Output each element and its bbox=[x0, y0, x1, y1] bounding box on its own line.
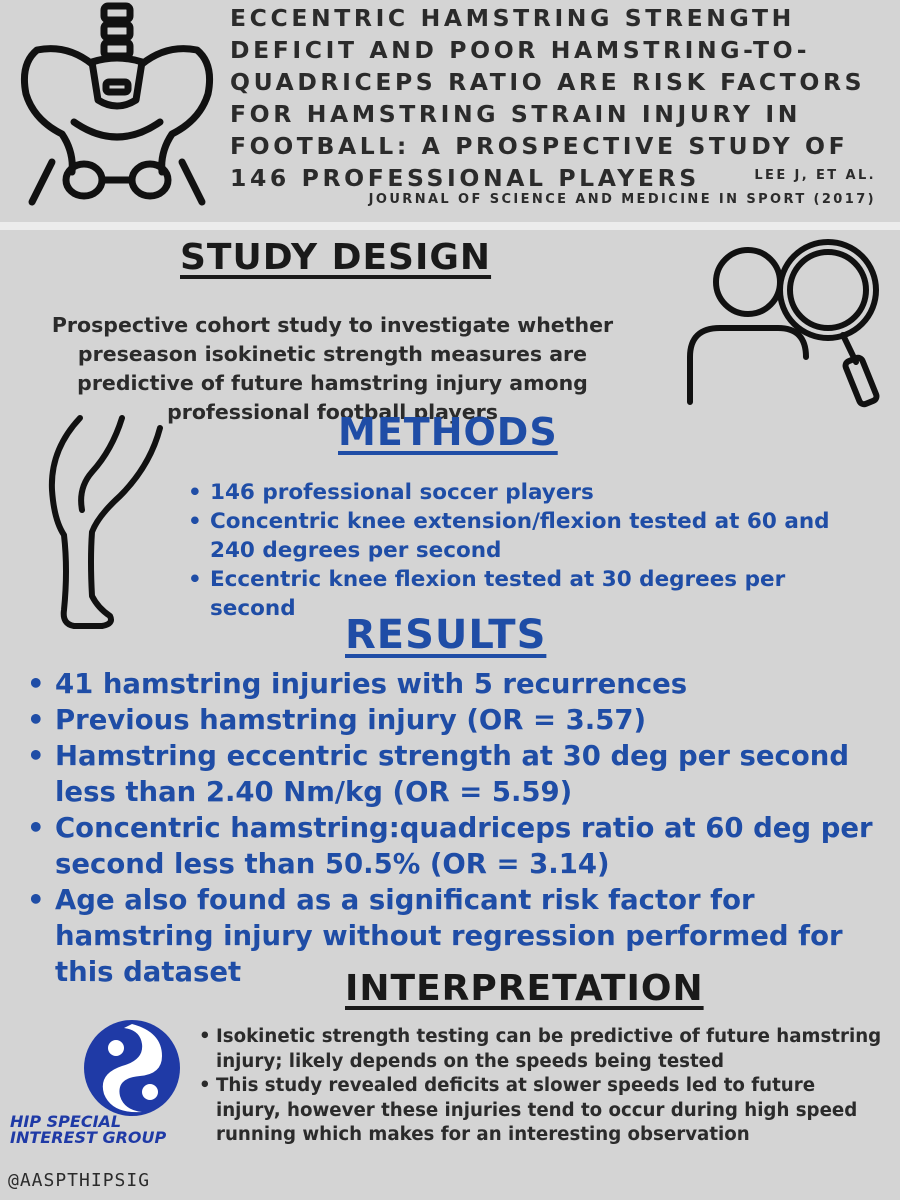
logo-text-label: HIP SPECIAL INTEREST GROUP bbox=[10, 1112, 167, 1147]
interpretation-heading: INTERPRETATION bbox=[345, 968, 704, 1009]
results-list bbox=[55, 666, 890, 990]
journal-citation: JOURNAL OF SCIENCE AND MEDICINE IN SPORT (2017) bbox=[368, 192, 876, 207]
interpretation-list bbox=[216, 1025, 886, 1148]
list-item: • Isokinetic strength testing can be predictive of future hamstring injury; likely depends on the speeds being tested bbox=[216, 1025, 886, 1074]
leg-icon bbox=[30, 410, 180, 635]
list-item: • Concentric hamstring:quadriceps ratio at 60 deg per second less than 50.5% (OR = 3.14) bbox=[55, 810, 890, 882]
methods-list bbox=[210, 478, 870, 623]
pelvis-icon bbox=[12, 2, 222, 212]
results-heading: RESULTS bbox=[345, 612, 547, 658]
social-handle: @AASPTHIPSIG bbox=[8, 1170, 151, 1191]
list-item: • Concentric knee extension/flexion tested at 60 and 240 degrees per second bbox=[210, 507, 870, 565]
list-item: • This study revealed deficits at slower speeds led to future injury, however these injuries tend to occur during high speed running which makes for an interesting observation bbox=[216, 1074, 886, 1148]
header-banner bbox=[0, 0, 900, 222]
article-title: ECCENTRIC HAMSTRING STRENGTH DEFICIT AND POOR HAMSTRING-TO-QUADRICEPS RATIO ARE RISK FACTORS FOR HAMSTRING STRAIN INJURY IN FOOTBALL: A PROSPECTIVE STUDY OF 146 PROFESSIONAL PLAYERS bbox=[230, 4, 866, 192]
hip-sig-logo bbox=[82, 1018, 182, 1118]
study-design-text: Prospective cohort study to investigate whether preseason isokinetic strength measures are predictive of future hamstring injury among professional football players bbox=[51, 312, 614, 424]
study-design-heading: STUDY DESIGN bbox=[180, 237, 492, 278]
list-item: • Hamstring eccentric strength at 30 deg per second less than 2.40 Nm/kg (OR = 5.59) bbox=[55, 738, 890, 810]
list-item: • 146 professional soccer players bbox=[210, 478, 870, 507]
list-item: • 41 hamstring injuries with 5 recurrences bbox=[55, 666, 890, 702]
methods-heading: METHODS bbox=[338, 410, 558, 454]
author-citation: LEE J, ET AL. bbox=[754, 168, 876, 183]
list-item: • Age also found as a significant risk factor for hamstring injury without regression performed for this dataset bbox=[55, 882, 890, 990]
header-divider bbox=[0, 222, 900, 230]
list-item: • Previous hamstring injury (OR = 3.57) bbox=[55, 702, 890, 738]
person-magnifier-icon bbox=[678, 232, 893, 412]
list-item: • Eccentric knee flexion tested at 30 degrees per second bbox=[210, 565, 870, 623]
logo-text bbox=[10, 1114, 210, 1146]
